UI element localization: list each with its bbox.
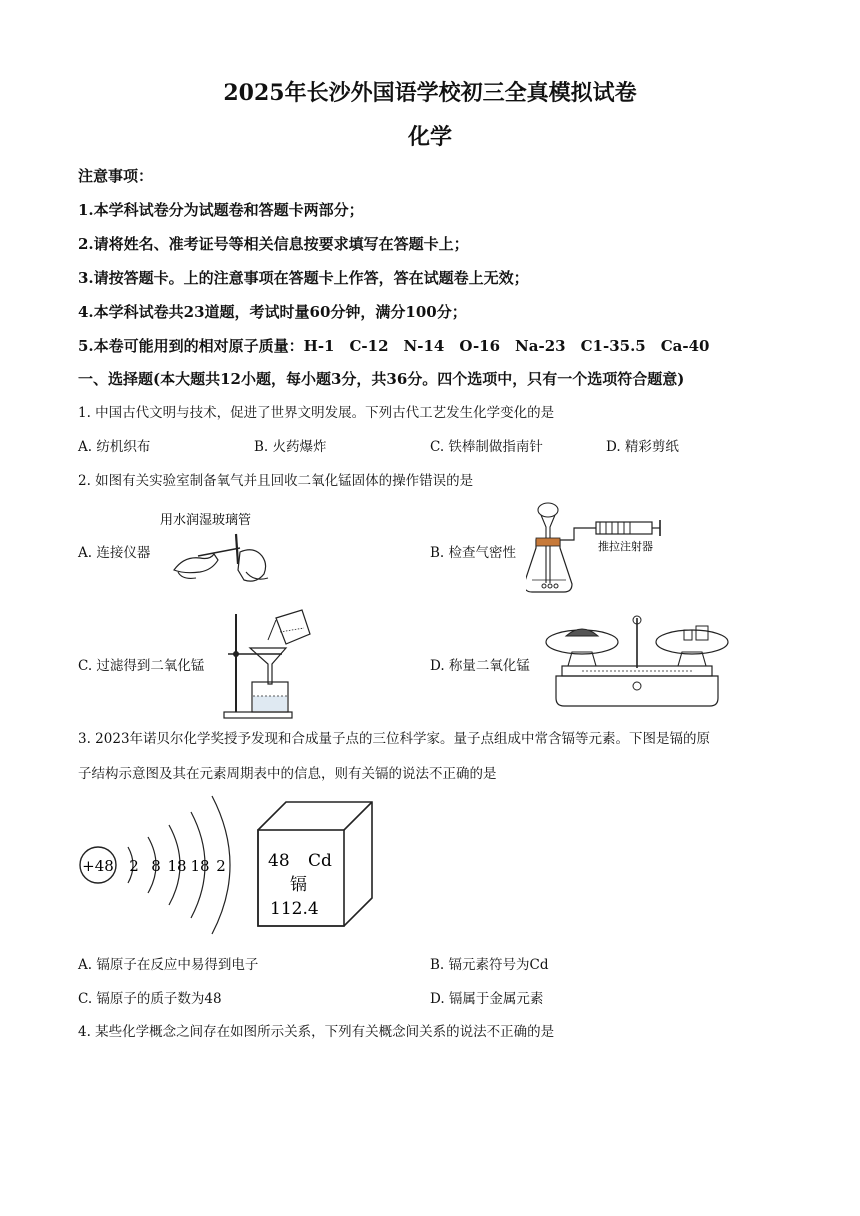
note-item: 4.本学科试卷共23道题，考试时量60分钟，满分100分； xyxy=(78,303,467,321)
q2-option-c: C. 过滤得到二氧化锰 xyxy=(78,658,205,674)
connect-tubes-figure xyxy=(158,508,278,594)
section-heading: 一、选择题(本大题共12小题，每小题3分，共36分。四个选项中，只有一个选项符合题意) xyxy=(78,370,685,388)
q2-option-b: B. 检查气密性 xyxy=(430,545,517,561)
q3-option-d: D. 镉属于金属元素 xyxy=(430,991,544,1007)
question-2-stem: 2. 如图有关实验室制备氧气并且回收二氧化锰固体的操作错误的是 xyxy=(78,473,474,489)
note-item: 1.本学科试卷分为试题卷和答题卡两部分； xyxy=(78,201,364,219)
q1-option-d: D. 精彩剪纸 xyxy=(606,439,679,455)
filtration-figure xyxy=(222,606,322,722)
shell-electrons: 2 xyxy=(216,857,226,875)
q2-option-d: D. 称量二氧化锰 xyxy=(430,658,530,674)
q1-option-a: A. 纺机织布 xyxy=(78,439,151,455)
atomic-number: 48 xyxy=(268,851,290,871)
subject-title: 化学 xyxy=(407,124,452,150)
airtightness-figure xyxy=(526,500,666,596)
periodic-table-cell xyxy=(256,800,376,930)
cadmium-atom-structure xyxy=(76,790,246,940)
q1-option-c: C. 铁棒制做指南针 xyxy=(430,439,543,455)
balance-figure xyxy=(542,612,732,712)
q2-option-a: A. 连接仪器 xyxy=(78,545,151,561)
question-1-stem: 1. 中国古代文明与技术，促进了世界文明发展。下列古代工艺发生化学变化的是 xyxy=(78,405,555,421)
shell-electrons: 2 xyxy=(129,857,139,875)
q3-option-a: A. 镉原子在反应中易得到电子 xyxy=(78,957,259,973)
note-item: 2.请将姓名、准考证号等相关信息按要求填写在答题卡上； xyxy=(78,235,469,253)
exam-title: 2025年长沙外国语学校初三全真模拟试卷 xyxy=(223,80,637,106)
note-item: 3.请按答题卡。上的注意事项在答题卡上作答，答在试题卷上无效； xyxy=(78,269,529,287)
shell-electrons: 18 xyxy=(167,857,187,875)
notes-heading: 注意事项： xyxy=(78,167,154,185)
fig-b-caption: 推拉注射器 xyxy=(598,540,653,553)
shell-electrons: 18 xyxy=(190,857,210,875)
nucleus-charge: +48 xyxy=(82,857,114,875)
note-item: 5.本卷可能用到的相对原子质量：H-1 C-12 N-14 O-16 Na-23 C1-35.5 Ca-40 xyxy=(78,337,710,355)
fig-a-caption: 用水润湿玻璃管 xyxy=(160,513,252,528)
element-name: 镉 xyxy=(290,875,307,895)
q3-option-b: B. 镉元素符号为Cd xyxy=(430,957,549,973)
shell-electrons: 8 xyxy=(151,857,161,875)
q3-option-c: C. 镉原子的质子数为48 xyxy=(78,991,222,1007)
q1-option-b: B. 火药爆炸 xyxy=(254,439,327,455)
element-symbol: Cd xyxy=(308,851,332,871)
question-3-stem-line1: 3. 2023年诺贝尔化学奖授予发现和合成量子点的三位科学家。量子点组成中常含镉等元素。下图是镉的原 xyxy=(78,731,711,747)
atomic-mass: 112.4 xyxy=(270,899,319,919)
question-3-stem-line2: 子结构示意图及其在元素周期表中的信息，则有关镉的说法不正确的是 xyxy=(78,766,497,782)
question-4-stem: 4. 某些化学概念之间存在如图所示关系，下列有关概念间关系的说法不正确的是 xyxy=(78,1024,555,1040)
